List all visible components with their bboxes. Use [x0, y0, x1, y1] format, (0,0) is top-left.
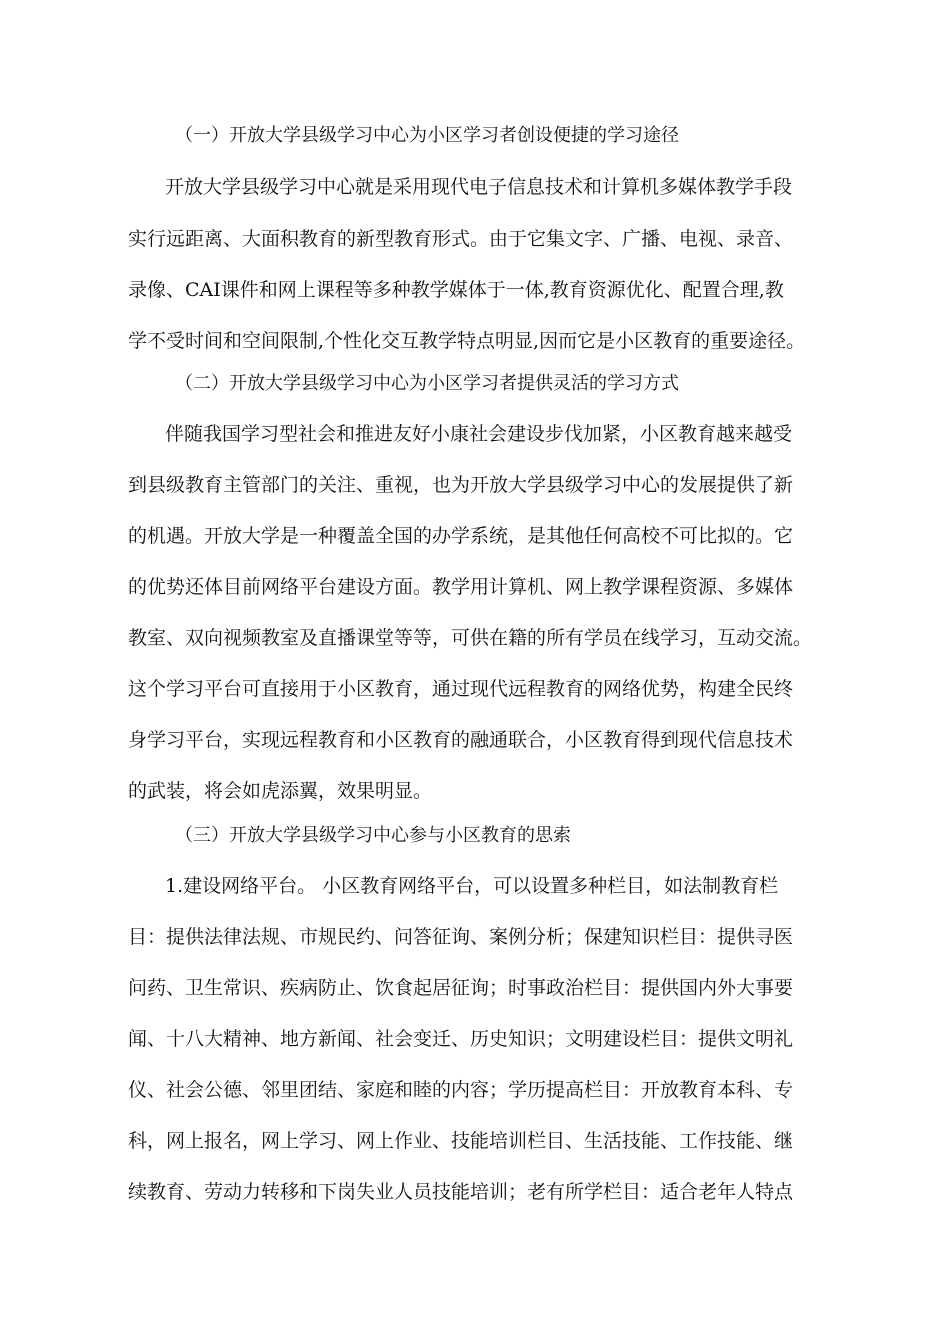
paragraph-line: 教室、双向视频教室及直播课堂等等，可供在籍的所有学员在线学习，互动交流。: [128, 627, 813, 649]
paragraph-line: 目：提供法律法规、市规民约、问答征询、案例分析；保建知识栏目：提供寻医: [128, 926, 794, 948]
paragraph-line: 1.建设网络平台。 小区教育网络平台，可以设置多种栏目，如法制教育栏: [165, 875, 779, 897]
paragraph-line: 伴随我国学习型社会和推进友好小康社会建设步伐加紧，小区教育越来越受: [165, 423, 793, 445]
paragraph-line: 这个学习平台可直接用于小区教育，通过现代远程教育的网络优势，构建全民终: [128, 678, 794, 700]
section-heading-1: （一）开放大学县级学习中心为小区学习者创设便捷的学习途径: [175, 125, 679, 146]
paragraph-line: 到县级教育主管部门的关注、重视，也为开放大学县级学习中心的发展提供了新: [128, 474, 794, 496]
section-heading-2: （二）开放大学县级学习中心为小区学习者提供灵活的学习方式: [175, 373, 679, 394]
paragraph-line: 问药、卫生常识、疾病防止、饮食起居征询；时事政治栏目：提供国内外大事要: [128, 977, 794, 999]
paragraph-line: 录像、CAI课件和网上课程等多种教学媒体于一体,教育资源优化、配置合理,教: [128, 279, 784, 301]
paragraph-line: 的武装，将会如虎添翼，效果明显。: [128, 780, 433, 802]
paragraph-line: 续教育、劳动力转移和下岗失业人员技能培训；老有所学栏目：适合老年人特点: [128, 1181, 794, 1203]
paragraph-line: 闻、十八大精神、地方新闻、社会变迁、历史知识；文明建设栏目：提供文明礼: [128, 1028, 794, 1050]
paragraph-line: 的机遇。开放大学是一种覆盖全国的办学系统，是其他任何高校不可比拟的。它: [128, 525, 794, 547]
paragraph-line: 开放大学县级学习中心就是采用现代电子信息技术和计算机多媒体教学手段: [165, 176, 793, 198]
paragraph-line: 身学习平台，实现远程教育和小区教育的融通联合，小区教育得到现代信息技术: [128, 729, 794, 751]
paragraph-line: 学不受时间和空间限制,个性化交互教学特点明显,因而它是小区教育的重要途径。: [128, 330, 806, 352]
paragraph-line: 科，网上报名，网上学习、网上作业、技能培训栏目、生活技能、工作技能、继: [128, 1130, 794, 1152]
paragraph-line: 实行远距离、大面积教育的新型教育形式。由于它集文字、广播、电视、录音、: [128, 228, 794, 250]
paragraph-line: 的优势还体目前网络平台建设方面。教学用计算机、网上教学课程资源、多媒体: [128, 576, 794, 598]
paragraph-line: 仪、社会公德、邻里团结、家庭和睦的内容；学历提高栏目：开放教育本科、专: [128, 1079, 794, 1101]
section-heading-3: （三）开放大学县级学习中心参与小区教育的思索: [175, 825, 571, 846]
